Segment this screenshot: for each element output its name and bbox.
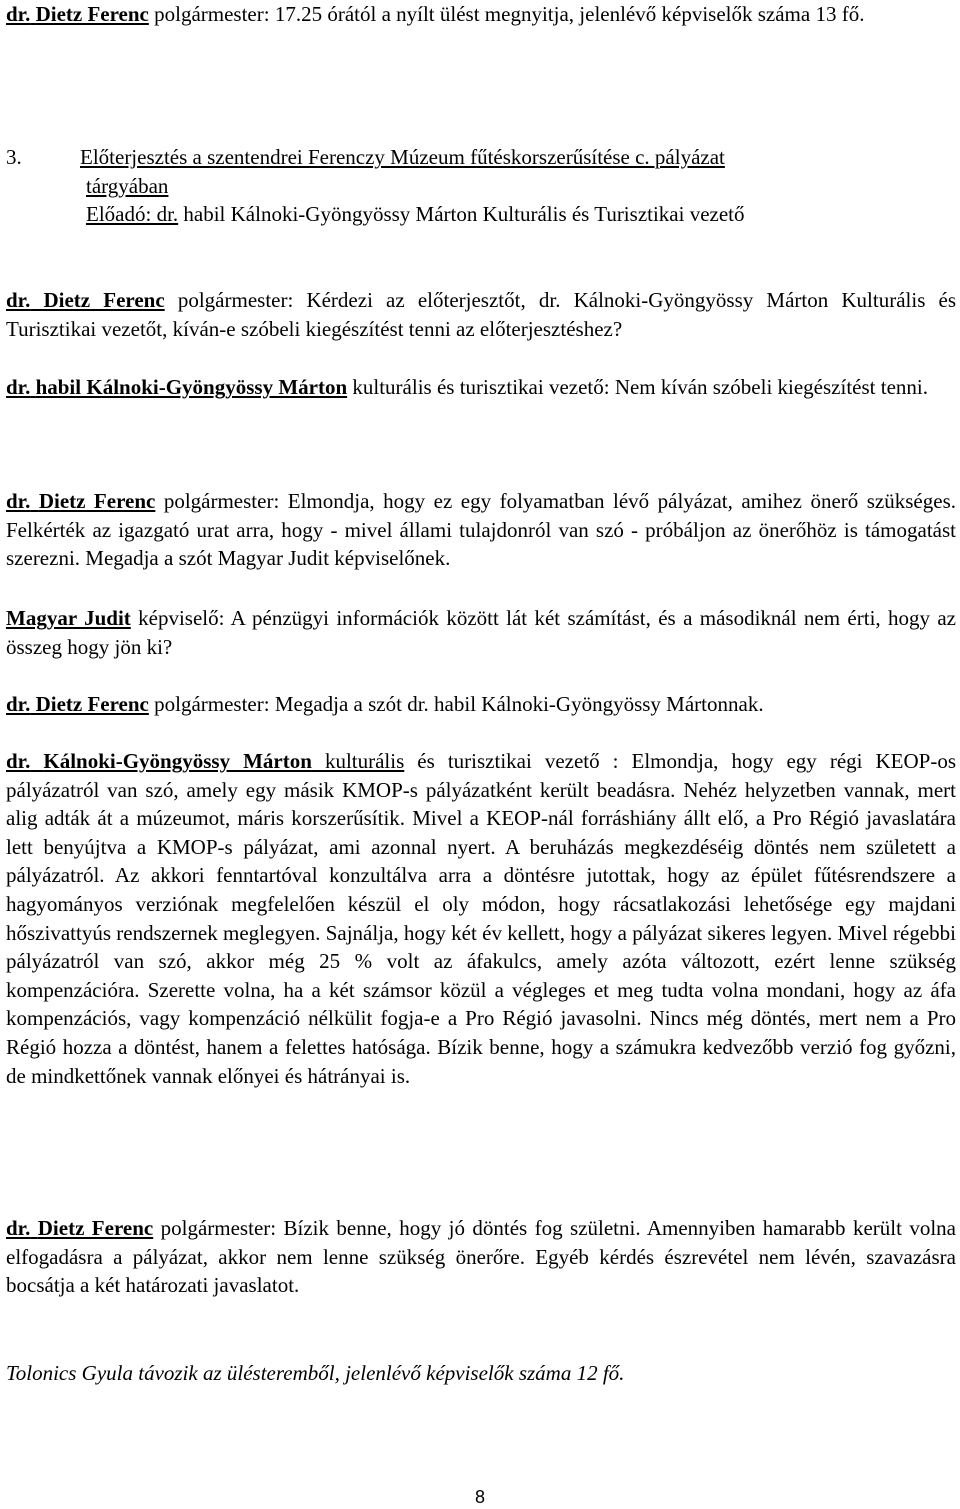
speaker-name-text: Dietz Ferenc [37, 1216, 154, 1240]
councillor-question-paragraph [6, 604, 956, 661]
paragraph-text: polgármester: 17.25 órától a nyílt ülést megnyitja, jelenlévő képviselők száma 13 fő. [148, 2, 865, 26]
speaker-title: dr. [6, 288, 31, 312]
speaker-name-text: Dietz Ferenc [35, 2, 149, 26]
speaker-name [6, 692, 149, 716]
speaker-name [6, 1216, 153, 1240]
speaker-name: Magyar Judit [6, 606, 131, 630]
mayor-floor-paragraph [6, 690, 956, 719]
speaker-title: dr. [6, 489, 31, 513]
paragraph-text: polgármester: Megadja a szót dr. habil Kálnoki-Gyöngyössy Mártonnak. [148, 692, 764, 716]
speaker-suffix: kulturális [311, 749, 405, 773]
speaker-title: dr. [6, 375, 31, 399]
presenter-label: Előadó: dr. [86, 202, 179, 227]
speaker-name-text: Dietz Ferenc [38, 489, 156, 513]
mayor-closing-paragraph [6, 1214, 956, 1300]
agenda-title-continued: tárgyában [86, 173, 169, 198]
paragraph-text: polgármester: Kérdezi az előterjesztőt, dr. Kálnoki-Gyöngyössy Márton Kulturális és Turisztikai vezetőt, kíván-e szóbeli kiegészítést tenni az előterjesztéshez? [6, 288, 957, 341]
mayor-question-paragraph [6, 286, 956, 343]
presenter-explanation-paragraph [6, 747, 956, 1090]
speaker-name [6, 375, 347, 399]
speaker-name [6, 2, 149, 26]
paragraph-text: polgármester: Elmondja, hogy ez egy folyamatban lévő pályázat, amihez önerő szükséges. Felkérték az igazgató urat arra, hogy - mivel állami tulajdonról van szó - próbáljon az önerőhöz is támogatást szerezni. Megadja a szót Magyar Judit képviselőnek. [6, 489, 956, 571]
speaker-name [6, 749, 312, 773]
speaker-name [6, 489, 155, 513]
mayor-statement-paragraph [6, 487, 956, 573]
agenda-title: Előterjesztés a szentendrei Ferenczy Múzeum fűtéskorszerűsítése c. pályázat [80, 145, 725, 169]
speaker-title: dr. [6, 1216, 31, 1240]
opening-paragraph [6, 0, 956, 29]
speaker-title: dr. [6, 692, 31, 716]
page-number: 8 [474, 1487, 485, 1507]
speaker-name-text: Dietz Ferenc [35, 692, 149, 716]
paragraph-text: és turisztikai vezető : Elmondja, hogy egy régi KEOP-os pályázatról van szó, amely egy másik KMOP-s pályázatként került beadásra. Nehéz helyzetben vannak, mert alig adták át a múzeumot, máris korszerűsítik. Mivel a KEOP-nál forráshiány állt elő, a Pro Régió javaslatára lett benyújtva a KMOP-s pályázat, ami azonnal nyert. A beruházás megkezdéséig döntés nem született a pályázatról. Az akkori fenntartóval konzultálva arra a döntésre jutottak, hogy az épület fűtésrendszere a hagyományos verziónak megfelelően készül el oly módon, hogy rácsatlakozási lehetősége egy majdani hőszivattyús rendszernek meglegyen. Sajnálja, hogy két év kellett, hogy a pályázat sikeres legyen. Mivel régebbi pályázatról van szó, akkor még 25 % volt az áfakulcs, amely azóta változott, ezért lenne szükség kompenzációra. Szerette volna, ha a két számsor közül a végleges et meg tudta volna mondani, hogy az áfa kompenzációs, vagy kompenzáció nélkülit fogja-e a Pro Régió javasolni. Nincs még döntés, mert nem a Pro Régió hozza a döntést, hanem a felettes hatósága. Bízik benne, hogy a számukra kedvezőbb verzió fog győzni, de mindkettőnek vannak előnyei és hátrányai is. [6, 749, 957, 1088]
agenda-item [6, 143, 956, 229]
agenda-number: 3. [6, 145, 22, 169]
attendance-note: Tolonics Gyula távozik az ülésteremből, jelenlévő képviselők száma 12 fő. [6, 1361, 625, 1385]
speaker-title: dr. [6, 2, 31, 26]
presenter-text: habil Kálnoki-Gyöngyössy Márton Kulturális és Turisztikai vezető [178, 202, 745, 227]
speaker-name-text: habil Kálnoki-Gyöngyössy Márton [35, 375, 348, 399]
paragraph-text: kulturális és turisztikai vezető: Nem kíván szóbeli kiegészítést tenni. [347, 375, 928, 399]
speaker-name [6, 288, 165, 312]
paragraph-text: polgármester: Bízik benne, hogy jó döntés fog születni. Amennyiben hamarabb került volna elfogadásra a pályázat, akkor nem lenne szükség önerőre. Egyéb kérdés észrevétel nem lévén, szavazásra bocsátja a két határozati javaslatot. [6, 1216, 957, 1298]
speaker-title: dr. [6, 749, 31, 773]
speaker-name-text: Kálnoki-Gyöngyössy Márton [43, 749, 312, 773]
presenter-reply-paragraph [6, 373, 956, 402]
speaker-name-text: Dietz Ferenc [43, 288, 165, 312]
paragraph-text: képviselő: A pénzügyi információk között lát két számítást, és a másodiknál nem érti, hogy az összeg hogy jön ki? [6, 606, 956, 659]
